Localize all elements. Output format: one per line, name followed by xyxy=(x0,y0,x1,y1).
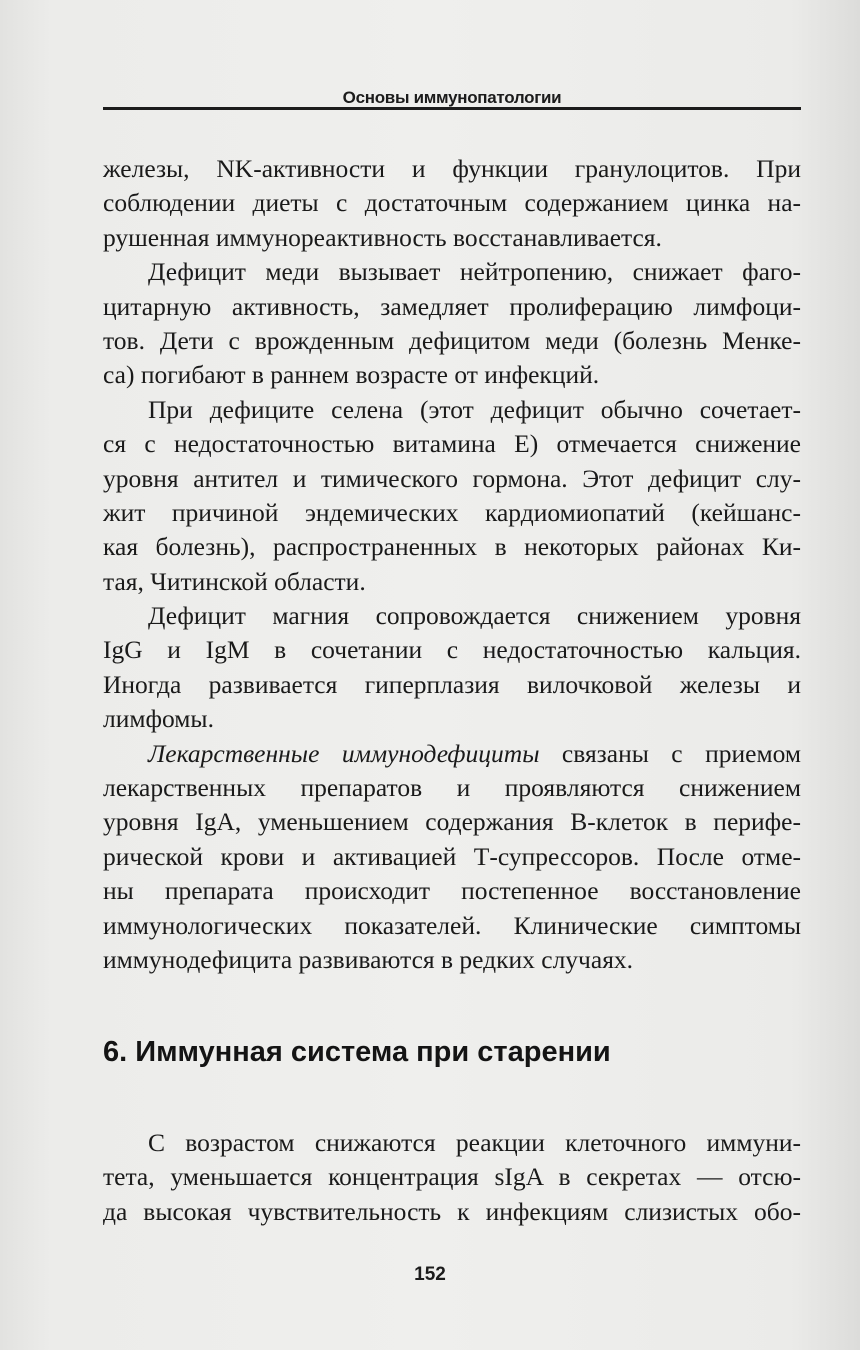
italic-term: Лекарственные иммунодефициты xyxy=(148,738,540,768)
text-line: Иногда развивается гиперплазия вилочковой железы и xyxy=(103,669,801,699)
running-head: Основы иммунопатологии xyxy=(342,88,562,107)
text-line: цитарную активность, замедляет пролиферацию лимфоци- xyxy=(103,291,801,321)
text-line: ся с недостаточностью витамина Е) отмечается снижение xyxy=(103,429,801,459)
text-line: да высокая чувствительность к инфекциям слизистых обо- xyxy=(103,1196,801,1226)
paragraph xyxy=(103,393,801,599)
text-line: иммунологических показателей. Клинические симптомы xyxy=(103,910,801,940)
text-line: С возрастом снижаются реакции клеточного иммуни- xyxy=(148,1128,801,1157)
text-line: уровня IgA, уменьшением содержания В-клеток в перифе- xyxy=(103,807,801,837)
text-line: лекарственных препаратов и проявляются снижением xyxy=(103,773,801,803)
text-line: са) погибают в раннем возрасте от инфекций. xyxy=(103,360,600,390)
text-line xyxy=(103,737,801,771)
text-line: кая болезнь), распространенных в некоторых районах Ки- xyxy=(103,532,801,562)
text-line: железы, NK-активности и функции гранулоцитов. При xyxy=(103,154,801,183)
text-line: уровня антител и тимического гормона. Этот дефицит слу- xyxy=(103,463,801,493)
text-line: жит причиной эндемических кардиомиопатий (кейшанс- xyxy=(103,497,801,527)
page-number: 152 xyxy=(414,1264,446,1285)
text-line: тая, Читинской области. xyxy=(103,566,366,596)
text-line: соблюдении диеты с достаточным содержанием цинка на- xyxy=(103,188,801,218)
text-line: Дефицит меди вызывает нейтропению, снижает фаго- xyxy=(148,257,801,287)
text-line: IgG и IgM в сочетании с недостаточностью кальция. xyxy=(103,635,801,665)
text-line: иммунодефицита развиваются в редких случаях. xyxy=(103,944,634,974)
text-fragment: связаны с приемом xyxy=(539,738,801,768)
text-line: Дефицит магния сопровождается снижением уровня xyxy=(148,601,801,631)
main-text xyxy=(103,152,801,977)
paragraph xyxy=(103,152,801,255)
text-line: рушенная иммунореактивность восстанавливается. xyxy=(103,222,662,252)
paragraph xyxy=(103,255,801,393)
paragraph xyxy=(103,737,801,978)
text-line: При дефиците селена (этот дефицит обычно сочетает- xyxy=(148,394,801,424)
text-line: лимфомы. xyxy=(103,704,214,734)
text-line: ны препарата происходит постепенное восстановление xyxy=(103,876,801,906)
header-rule xyxy=(103,107,801,110)
section-heading: 6. Иммунная система при старении xyxy=(103,1036,611,1068)
section-text xyxy=(103,1126,801,1229)
text-line: тета, уменьшается концентрация sIgA в секретах — отсю- xyxy=(103,1162,801,1192)
text-line: рической крови и активацией Т-супрессоров. После отме- xyxy=(103,841,801,871)
text-line: тов. Дети с врожденным дефицитом меди (болезнь Менке- xyxy=(103,325,801,355)
paragraph xyxy=(103,599,801,737)
